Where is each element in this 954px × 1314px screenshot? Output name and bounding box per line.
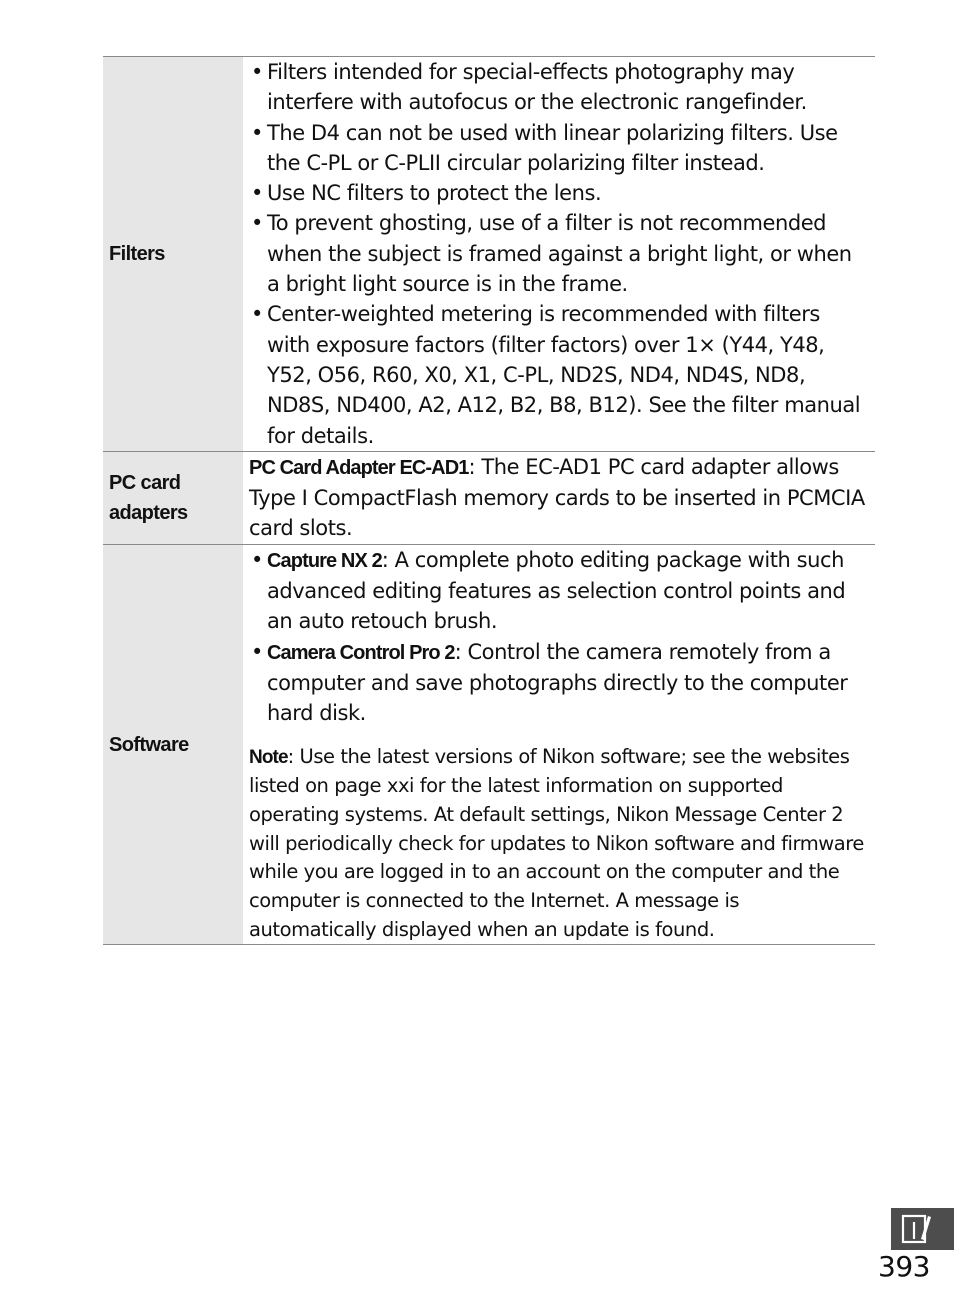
filters-bullet: • Use NC filters to protect the lens. xyxy=(249,178,867,208)
software-note xyxy=(249,743,867,945)
row-header-label: Filters xyxy=(109,242,165,265)
software-bullet xyxy=(249,545,867,637)
term-label: PC Card Adapter EC-AD1 xyxy=(249,456,469,479)
filters-bullet: • The D4 can not be used with linear polarizing filters. Use the C-PL or C-PLII circular polarizing filter instead. xyxy=(249,118,867,179)
row-body-pc-card xyxy=(243,452,875,544)
row-header-label-line: adapters xyxy=(109,501,188,524)
row-body-software xyxy=(243,545,875,945)
row-header-pc-card xyxy=(103,452,243,544)
row-header-label-line: PC card xyxy=(109,471,181,494)
pc-card-description xyxy=(249,452,867,544)
row-header-filters xyxy=(103,57,243,451)
filters-bullet: • Center-weighted metering is recommended with filters with exposure factors (filter factors) over 1× (Y44, Y48, Y52, O56, R60, X0, X1, C-PL, ND2S, ND4, ND4S, ND8, ND8S, ND400, A2, A12, B2, B8, B12). See the filter manual for details. xyxy=(249,299,867,450)
note-text: : Use the latest versions of Nikon software; see the websites listed on page xxi for the latest information on supported operating systems. At default settings, Nikon Message Center 2 will periodically check for updates to Nikon software and firmware while you are logged in to an account on the computer and the computer is connected to the Internet. A message is automatically displayed when an update is found. xyxy=(249,744,864,941)
software-bullet-list xyxy=(249,545,867,729)
term-description: : The EC-AD1 PC card adapter allows Type I CompactFlash memory cards to be inserted in PCMCIA card slots. xyxy=(249,454,865,541)
row-header-software xyxy=(103,545,243,945)
note-label: Note xyxy=(249,746,288,768)
row-body-filters xyxy=(243,57,875,451)
filters-bullet: • Filters intended for special-effects photography may interfere with autofocus or the electronic rangefinder. xyxy=(249,57,867,118)
table-row-software xyxy=(103,545,875,946)
table-row-filters xyxy=(103,57,875,452)
filters-bullet-list xyxy=(249,57,867,451)
page-number: 393 xyxy=(878,1250,930,1283)
row-header-label xyxy=(109,468,188,528)
software-bullet xyxy=(249,637,867,729)
specifications-table xyxy=(103,56,875,945)
row-header-label: Software xyxy=(109,733,189,756)
term-label: Capture NX 2 xyxy=(267,549,382,572)
filters-bullet: • To prevent ghosting, use of a filter is not recommended when the subject is framed against a bright light, or when a bright light source is in the frame. xyxy=(249,208,867,299)
pencil-checkbox-icon xyxy=(891,1208,954,1250)
term-description: : Control the camera remotely from a computer and save photographs directly to the computer hard disk. xyxy=(267,639,848,726)
term-label: Camera Control Pro 2 xyxy=(267,641,455,664)
table-row-pc-card xyxy=(103,452,875,545)
term-description: : A complete photo editing package with such advanced editing features as selection control points and an auto retouch brush. xyxy=(267,547,846,634)
